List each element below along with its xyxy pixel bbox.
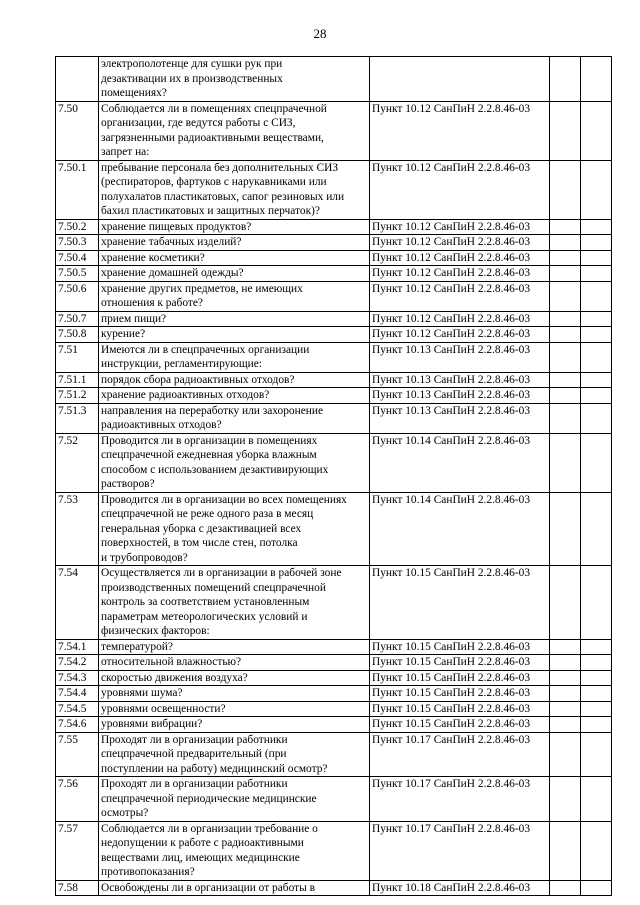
answer-cell-b <box>581 717 612 733</box>
item-question: Освобождены ли в организации от работы в <box>99 880 370 896</box>
table-row <box>56 686 612 702</box>
answer-cell-b <box>581 219 612 235</box>
item-reference: Пункт 10.17 СанПиН 2.2.8.46-03 <box>370 821 550 880</box>
item-number: 7.50.7 <box>56 311 99 327</box>
answer-cell-a <box>550 433 581 492</box>
answer-cell-a <box>550 388 581 404</box>
item-question: хранение табачных изделий? <box>99 235 370 251</box>
item-number: 7.51.3 <box>56 403 99 433</box>
item-question: Имеются ли в спецпрачечных организации инструкции, регламентирующие: <box>99 342 370 372</box>
item-question: Соблюдается ли в помещениях спецпрачечной организации, где ведутся работы с СИЗ, загрязненными радиоактивными веществами, запрет на: <box>99 101 370 160</box>
item-question: хранение пищевых продуктов? <box>99 219 370 235</box>
answer-cell-a <box>550 57 581 102</box>
table-row <box>56 777 612 822</box>
answer-cell-a <box>550 566 581 640</box>
item-question: порядок сбора радиоактивных отходов? <box>99 372 370 388</box>
item-number: 7.51.1 <box>56 372 99 388</box>
item-reference: Пункт 10.15 СанПиН 2.2.8.46-03 <box>370 670 550 686</box>
answer-cell-b <box>581 57 612 102</box>
table-row <box>56 327 612 343</box>
item-reference: Пункт 10.15 СанПиН 2.2.8.46-03 <box>370 566 550 640</box>
answer-cell-a <box>550 777 581 822</box>
item-question: температурой? <box>99 639 370 655</box>
item-question: хранение других предметов, не имеющих отношения к работе? <box>99 281 370 311</box>
item-number: 7.55 <box>56 732 99 777</box>
answer-cell-a <box>550 821 581 880</box>
item-reference: Пункт 10.17 СанПиН 2.2.8.46-03 <box>370 777 550 822</box>
table-row <box>56 821 612 880</box>
table-row <box>56 160 612 219</box>
item-number: 7.57 <box>56 821 99 880</box>
item-reference: Пункт 10.12 СанПиН 2.2.8.46-03 <box>370 250 550 266</box>
answer-cell-a <box>550 281 581 311</box>
item-question: уровнями освещенности? <box>99 701 370 717</box>
table-row <box>56 701 612 717</box>
answer-cell-a <box>550 250 581 266</box>
answer-cell-b <box>581 101 612 160</box>
item-question: Проходят ли в организации работники спецпрачечной периодические медицинские осмотры? <box>99 777 370 822</box>
item-question: Осуществляется ли в организации в рабочей зоне производственных помещений спецпрачечной контроль за соответствием установленным параметрам метеорологических условий и физических факторов: <box>99 566 370 640</box>
answer-cell-b <box>581 433 612 492</box>
item-number: 7.51 <box>56 342 99 372</box>
answer-cell-a <box>550 219 581 235</box>
item-reference: Пункт 10.18 СанПиН 2.2.8.46-03 <box>370 880 550 896</box>
answer-cell-b <box>581 160 612 219</box>
answer-cell-b <box>581 880 612 896</box>
item-number: 7.54.5 <box>56 701 99 717</box>
answer-cell-a <box>550 880 581 896</box>
table-row <box>56 342 612 372</box>
answer-cell-b <box>581 655 612 671</box>
item-question: уровнями вибрации? <box>99 717 370 733</box>
item-number: 7.54 <box>56 566 99 640</box>
item-reference: Пункт 10.12 СанПиН 2.2.8.46-03 <box>370 327 550 343</box>
answer-cell-a <box>550 266 581 282</box>
item-reference: Пункт 10.17 СанПиН 2.2.8.46-03 <box>370 732 550 777</box>
answer-cell-b <box>581 235 612 251</box>
item-reference: Пункт 10.15 СанПиН 2.2.8.46-03 <box>370 639 550 655</box>
answer-cell-a <box>550 732 581 777</box>
answer-cell-b <box>581 281 612 311</box>
item-reference: Пункт 10.15 СанПиН 2.2.8.46-03 <box>370 655 550 671</box>
answer-cell-a <box>550 235 581 251</box>
item-reference: Пункт 10.12 СанПиН 2.2.8.46-03 <box>370 101 550 160</box>
item-number: 7.50.1 <box>56 160 99 219</box>
answer-cell-a <box>550 701 581 717</box>
answer-cell-b <box>581 732 612 777</box>
answer-cell-b <box>581 372 612 388</box>
item-number: 7.54.3 <box>56 670 99 686</box>
item-question: Проходят ли в организации работники спецпрачечной предварительный (при поступлении на работу) медицинский осмотр? <box>99 732 370 777</box>
item-reference: Пункт 10.12 СанПиН 2.2.8.46-03 <box>370 235 550 251</box>
table-row <box>56 266 612 282</box>
item-question: курение? <box>99 327 370 343</box>
answer-cell-a <box>550 492 581 566</box>
item-reference <box>370 57 550 102</box>
answer-cell-b <box>581 388 612 404</box>
checklist-table <box>55 56 612 896</box>
answer-cell-b <box>581 311 612 327</box>
item-number: 7.50.6 <box>56 281 99 311</box>
answer-cell-b <box>581 777 612 822</box>
item-reference: Пункт 10.12 СанПиН 2.2.8.46-03 <box>370 160 550 219</box>
item-number: 7.54.4 <box>56 686 99 702</box>
item-reference: Пункт 10.13 СанПиН 2.2.8.46-03 <box>370 372 550 388</box>
item-number: 7.56 <box>56 777 99 822</box>
item-reference: Пункт 10.12 СанПиН 2.2.8.46-03 <box>370 281 550 311</box>
item-number: 7.50 <box>56 101 99 160</box>
answer-cell-b <box>581 403 612 433</box>
item-question: Соблюдается ли в организации требование о недопущении к работе с радиоактивными веществами лиц, имеющих медицинские противопоказания? <box>99 821 370 880</box>
item-number: 7.52 <box>56 433 99 492</box>
answer-cell-b <box>581 342 612 372</box>
answer-cell-b <box>581 686 612 702</box>
table-row <box>56 732 612 777</box>
item-reference: Пункт 10.14 СанПиН 2.2.8.46-03 <box>370 433 550 492</box>
item-number: 7.51.2 <box>56 388 99 404</box>
answer-cell-a <box>550 160 581 219</box>
answer-cell-b <box>581 701 612 717</box>
answer-cell-a <box>550 101 581 160</box>
item-number: 7.58 <box>56 880 99 896</box>
item-question: уровнями шума? <box>99 686 370 702</box>
item-reference: Пункт 10.14 СанПиН 2.2.8.46-03 <box>370 492 550 566</box>
item-question: пребывание персонала без дополнительных СИЗ (респираторов, фартуков с нарукавниками или полухалатов пластикатовых, сапог резиновых или бахил пластикатовых и защитных перчаток)? <box>99 160 370 219</box>
item-number: 7.50.4 <box>56 250 99 266</box>
table-row <box>56 57 612 102</box>
item-question: хранение домашней одежды? <box>99 266 370 282</box>
item-number: 7.50.5 <box>56 266 99 282</box>
table-row <box>56 388 612 404</box>
answer-cell-a <box>550 717 581 733</box>
table-row <box>56 101 612 160</box>
answer-cell-b <box>581 250 612 266</box>
item-reference: Пункт 10.13 СанПиН 2.2.8.46-03 <box>370 342 550 372</box>
item-question: Проводится ли в организации во всех помещениях спецпрачечной не реже одного раза в месяц генеральная уборка с дезактивацией всех поверхностей, в том числе стен, потолка и трубопроводов? <box>99 492 370 566</box>
item-question: хранение косметики? <box>99 250 370 266</box>
table-row <box>56 372 612 388</box>
table-row <box>56 639 612 655</box>
answer-cell-a <box>550 655 581 671</box>
item-question: прием пищи? <box>99 311 370 327</box>
table-row <box>56 403 612 433</box>
answer-cell-a <box>550 327 581 343</box>
answer-cell-b <box>581 492 612 566</box>
table-row <box>56 717 612 733</box>
table-row <box>56 250 612 266</box>
page-number: 28 <box>313 26 327 41</box>
answer-cell-b <box>581 821 612 880</box>
item-reference: Пункт 10.13 СанПиН 2.2.8.46-03 <box>370 388 550 404</box>
answer-cell-b <box>581 566 612 640</box>
item-number <box>56 57 99 102</box>
item-reference: Пункт 10.12 СанПиН 2.2.8.46-03 <box>370 311 550 327</box>
table-row <box>56 235 612 251</box>
answer-cell-a <box>550 639 581 655</box>
item-number: 7.53 <box>56 492 99 566</box>
item-question: скоростью движения воздуха? <box>99 670 370 686</box>
table-row <box>56 311 612 327</box>
answer-cell-a <box>550 403 581 433</box>
table-row <box>56 219 612 235</box>
answer-cell-a <box>550 670 581 686</box>
table-row <box>56 492 612 566</box>
table-row <box>56 670 612 686</box>
item-reference: Пункт 10.13 СанПиН 2.2.8.46-03 <box>370 403 550 433</box>
answer-cell-a <box>550 372 581 388</box>
item-question: относительной влажностью? <box>99 655 370 671</box>
answer-cell-b <box>581 266 612 282</box>
answer-cell-b <box>581 670 612 686</box>
item-number: 7.50.2 <box>56 219 99 235</box>
answer-cell-b <box>581 327 612 343</box>
item-reference: Пункт 10.12 СанПиН 2.2.8.46-03 <box>370 266 550 282</box>
table-row <box>56 655 612 671</box>
answer-cell-b <box>581 639 612 655</box>
answer-cell-a <box>550 311 581 327</box>
item-reference: Пункт 10.12 СанПиН 2.2.8.46-03 <box>370 219 550 235</box>
item-reference: Пункт 10.15 СанПиН 2.2.8.46-03 <box>370 686 550 702</box>
item-question: электрополотенце для сушки рук при дезактивации их в производственных помещениях? <box>99 57 370 102</box>
item-question: хранение радиоактивных отходов? <box>99 388 370 404</box>
item-question: направления на переработку или захоронение радиоактивных отходов? <box>99 403 370 433</box>
table-row <box>56 880 612 896</box>
table-row <box>56 433 612 492</box>
item-reference: Пункт 10.15 СанПиН 2.2.8.46-03 <box>370 701 550 717</box>
item-number: 7.50.3 <box>56 235 99 251</box>
item-number: 7.54.6 <box>56 717 99 733</box>
item-number: 7.50.8 <box>56 327 99 343</box>
item-question: Проводится ли в организации в помещениях спецпрачечной ежедневная уборка влажным способом с использованием дезактивирующих растворов? <box>99 433 370 492</box>
item-number: 7.54.1 <box>56 639 99 655</box>
table-row <box>56 566 612 640</box>
item-reference: Пункт 10.15 СанПиН 2.2.8.46-03 <box>370 717 550 733</box>
table-row <box>56 281 612 311</box>
answer-cell-a <box>550 342 581 372</box>
item-number: 7.54.2 <box>56 655 99 671</box>
answer-cell-a <box>550 686 581 702</box>
